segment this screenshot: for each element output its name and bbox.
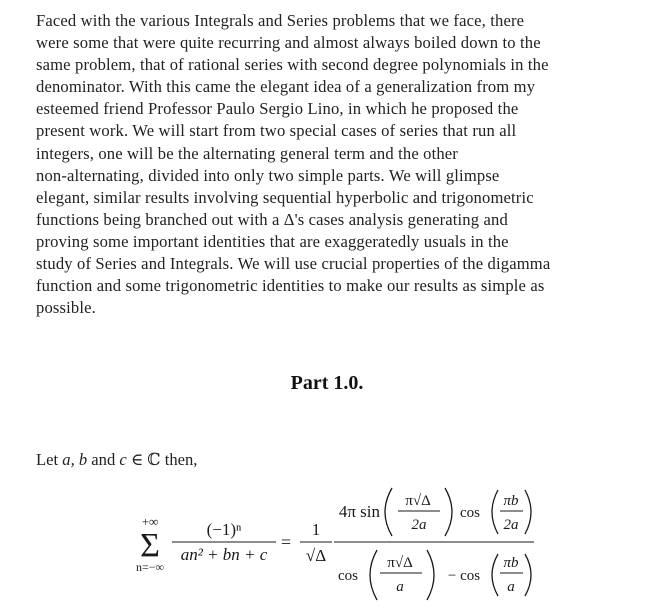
den-arg1-top: π√Δ bbox=[387, 555, 413, 571]
num-arg2-top: πb bbox=[503, 493, 519, 509]
abstract-line: integers, one will be the alternating general term and the other bbox=[36, 143, 458, 163]
coef-denominator: √Δ bbox=[305, 546, 327, 565]
num-cos: cos bbox=[460, 505, 480, 521]
sum-upper-limit: +∞ bbox=[141, 514, 159, 529]
section-heading: Part 1.0. bbox=[290, 372, 364, 394]
den-right-paren-1 bbox=[427, 550, 434, 600]
num-right-paren-2 bbox=[525, 490, 531, 534]
abstract-line: study of Series and Integrals. We will use crucial properties of the digamma bbox=[36, 254, 551, 274]
sum-symbol: Σ bbox=[140, 527, 160, 564]
den-left-paren-2 bbox=[492, 554, 498, 596]
num-coefficient: 4π sin bbox=[338, 502, 380, 521]
equals-sign: = bbox=[280, 532, 292, 552]
den-arg2-top: πb bbox=[503, 555, 519, 571]
abstract-line: elegant, similar results involving sequential hyperbolic and trigonometric bbox=[36, 187, 534, 207]
abstract-line: same problem, that of rational series with second degree polynomials in the bbox=[36, 55, 549, 75]
den-minus-cos: − cos bbox=[447, 568, 481, 584]
lhs-numerator: (−1)ⁿ bbox=[206, 520, 242, 539]
abstract-line: proving some important identities that are exaggeratedly usuals in the bbox=[36, 231, 509, 251]
abstract-line: non-alternating, divided into only two simple parts. We will glimpse bbox=[36, 165, 500, 185]
abstract-line: function and some trigonometric identities to make our results as simple as bbox=[36, 276, 545, 296]
den-cos-1: cos bbox=[338, 568, 358, 584]
lhs-denominator: an² + bn + c bbox=[180, 545, 268, 564]
num-right-paren-1 bbox=[445, 488, 452, 536]
statement-variables: a, b bbox=[62, 450, 88, 469]
num-arg2-bottom: 2a bbox=[503, 517, 519, 533]
abstract-line: denominator. With this came the elegant idea of a generalization from my bbox=[36, 77, 536, 97]
num-arg1-bottom: 2a bbox=[411, 517, 427, 533]
abstract-line: possible. bbox=[36, 298, 96, 318]
statement-conjunction: and bbox=[87, 450, 120, 469]
abstract-line: present work. We will start from two special cases of series that run all bbox=[36, 121, 517, 141]
abstract-line: functions being branched out with a Δ's cases analysis generating and bbox=[36, 209, 508, 229]
den-arg2-bottom: a bbox=[507, 579, 515, 595]
den-arg1-bottom: a bbox=[396, 579, 404, 595]
statement-var-c: c bbox=[119, 450, 127, 469]
num-left-paren-2 bbox=[492, 490, 498, 534]
abstract-line: were some that were quite recurring and almost always boiled down to the bbox=[36, 33, 541, 53]
statement-prefix: Let bbox=[36, 450, 63, 469]
num-arg1-top: π√Δ bbox=[405, 493, 431, 509]
abstract-line: esteemed friend Professor Paulo Sergio Lino, in which he proposed the bbox=[36, 99, 519, 119]
den-right-paren-2 bbox=[525, 554, 531, 596]
statement-membership: ∈ ℂ then, bbox=[126, 450, 198, 469]
num-left-paren-1 bbox=[385, 488, 392, 536]
abstract-line: Faced with the various Integrals and Series problems that we face, there bbox=[36, 11, 525, 30]
coef-numerator: 1 bbox=[311, 520, 321, 539]
den-left-paren-1 bbox=[370, 550, 377, 600]
sum-lower-limit: n=−∞ bbox=[135, 560, 165, 574]
